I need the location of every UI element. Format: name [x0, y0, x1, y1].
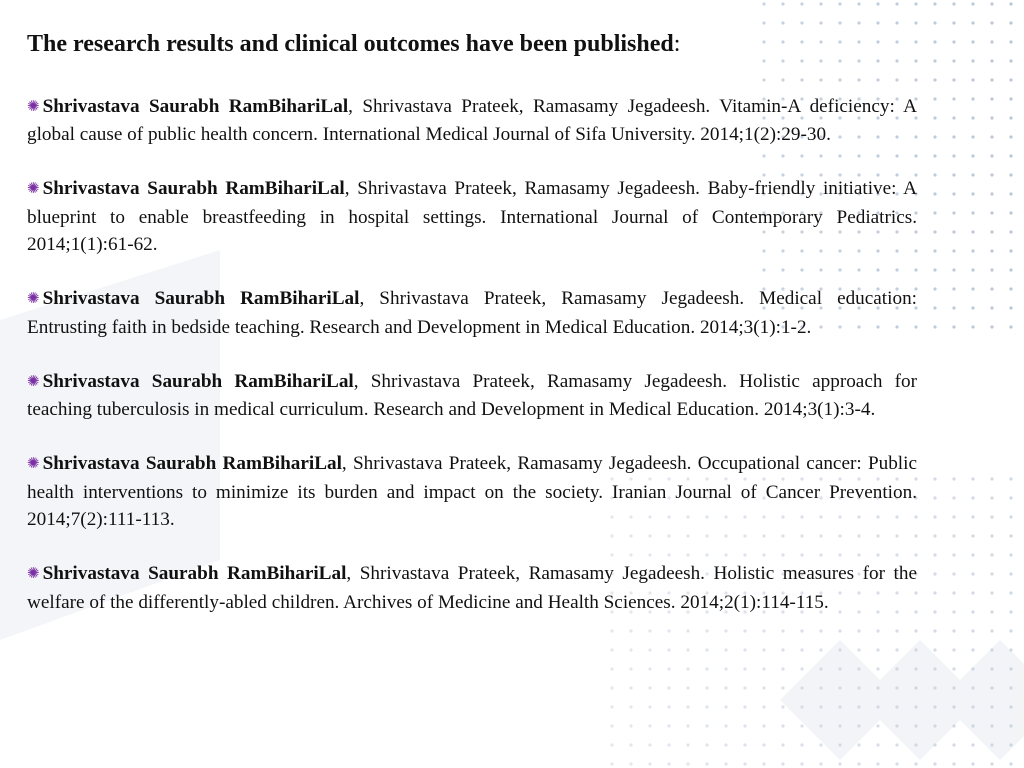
lead-author: Shrivastava Saurabh RamBihariLal	[42, 95, 349, 117]
citation-text: , Shrivastava Prateek, Ramasamy Jegadeesh. Holistic measures for the welfare of the differently-abled children. Archives of Medicine and Health Sciences. 2014;2(1):114-115.	[27, 563, 917, 613]
citation-text: , Shrivastava Prateek, Ramasamy Jegadeesh. Baby-friendly initiative: A blueprint to enable breastfeeding in hospital settings. International Journal of Contemporary Pediatrics. 2014;1(1):61-62.	[27, 178, 917, 256]
reference-item	[27, 560, 917, 616]
lead-author: Shrivastava Saurabh RamBihariLal	[42, 178, 345, 200]
title-colon: :	[673, 31, 681, 57]
starburst-bullet-icon: ✺	[27, 456, 40, 473]
lead-author: Shrivastava Saurabh RamBihariLal	[42, 370, 354, 392]
starburst-bullet-icon: ✺	[27, 181, 40, 198]
lead-author: Shrivastava Saurabh RamBihariLal	[42, 563, 347, 585]
reference-item	[27, 93, 917, 149]
reference-list	[27, 93, 917, 617]
title-text: The research results and clinical outcomes have been published	[27, 31, 674, 57]
reference-item	[27, 175, 917, 259]
starburst-bullet-icon: ✺	[27, 98, 40, 115]
starburst-bullet-icon: ✺	[27, 373, 40, 390]
starburst-bullet-icon: ✺	[27, 291, 40, 308]
lead-author: Shrivastava Saurabh RamBihariLal	[42, 453, 342, 475]
starburst-bullet-icon: ✺	[27, 566, 40, 583]
lead-author: Shrivastava Saurabh RamBihariLal	[42, 288, 360, 310]
slide-title	[27, 30, 917, 59]
reference-item	[27, 450, 917, 534]
reference-item	[27, 368, 917, 424]
slide-content	[27, 30, 917, 643]
citation-text: , Shrivastava Prateek, Ramasamy Jegadeesh. Occupational cancer: Public health interventions to minimize its burden and impact on the society. Iranian Journal of Cancer Prevention. 2014;7(2):111-113.	[27, 453, 917, 531]
citation-text: , Shrivastava Prateek, Ramasamy Jegadeesh. Holistic approach for teaching tuberculosis in medical curriculum. Research and Development in Medical Education. 2014;3(1):3-4.	[27, 370, 917, 421]
reference-item	[27, 285, 917, 341]
citation-text: , Shrivastava Prateek, Ramasamy Jegadeesh. Vitamin-A deficiency: A global cause of public health concern. International Medical Journal of Sifa University. 2014;1(2):29-30.	[27, 95, 917, 146]
citation-text: , Shrivastava Prateek, Ramasamy Jegadeesh. Medical education: Entrusting faith in bedside teaching. Research and Development in Medical Education. 2014;3(1):1-2.	[27, 288, 917, 338]
